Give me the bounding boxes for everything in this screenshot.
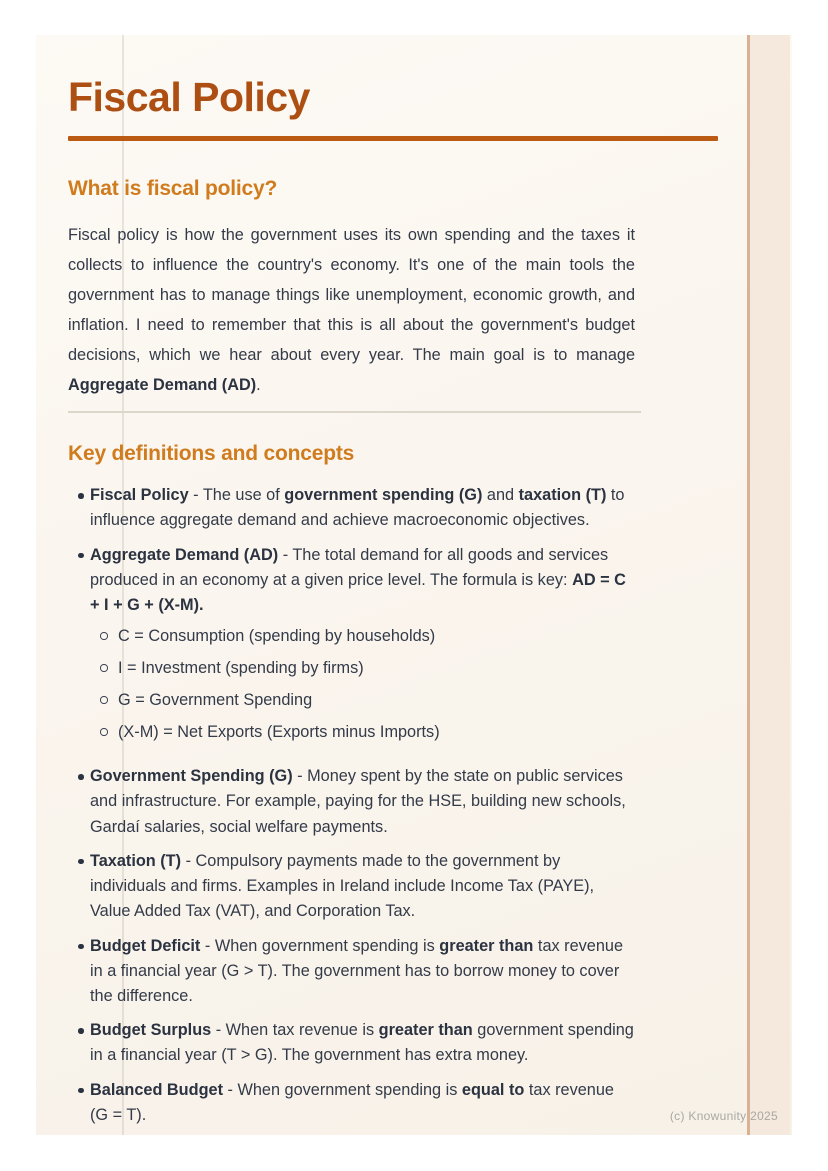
bullet-dot-icon <box>68 764 90 780</box>
title-underline <box>68 136 718 141</box>
circle-bullet-icon <box>100 626 118 640</box>
sub-definition-text: (X-M) = Net Exports (Exports minus Imports) <box>118 723 440 742</box>
definition-text <box>90 543 635 756</box>
bullet-dot-icon <box>68 1078 90 1094</box>
bullet-dot-icon <box>68 543 90 559</box>
list-item <box>68 483 635 533</box>
list-item <box>68 934 635 1010</box>
bullet-dot-icon <box>68 483 90 499</box>
definition-text <box>90 1018 635 1068</box>
sub-definition-text: I = Investment (spending by firms) <box>118 659 364 678</box>
section-heading-what-is-fiscal-policy: What is fiscal policy? <box>68 177 278 201</box>
bullet-dot-icon <box>68 1018 90 1034</box>
note-page <box>36 35 792 1135</box>
section-heading-key-definitions: Key definitions and concepts <box>68 442 355 466</box>
list-item <box>68 849 635 925</box>
definition-segments: Aggregate Demand (AD) - The total demand for all goods and services produced in an economy at a given price level. The formula is key: AD = C + I + G + (X-M). <box>90 545 626 615</box>
list-item <box>68 764 635 840</box>
list-item <box>68 1078 635 1128</box>
definition-segments: Budget Surplus - When tax revenue is greater than government spending in a financial year (T > G). The government has extra money. <box>90 1021 634 1065</box>
bullet-dot-icon <box>68 849 90 865</box>
definition-segments: Taxation (T) - Compulsory payments made to the government by individuals and firms. Examples in Ireland include Income Tax (PAYE), Value Added Tax (VAT), and Corporation Tax. <box>90 851 595 921</box>
definition-segments: Government Spending (G) - Money spent by the state on public services and infrastructure. For example, paying for the HSE, building new schools, Gardaí salaries, social welfare payments. <box>90 767 626 836</box>
circle-bullet-icon <box>100 690 118 704</box>
definitions-list <box>68 483 635 1128</box>
section-divider <box>68 411 641 413</box>
page-title: Fiscal Policy <box>68 74 310 120</box>
definition-text <box>90 849 635 925</box>
intro-paragraph: Fiscal policy is how the government uses its own spending and the taxes it collects to influence the country's economy. It's one of the main tools the government has to manage things like unemployment, economic growth, and inflation. I need to remember that this is all about the government's budget decisions, which we hear about every year. The main goal is to manage Aggregate Demand (AD). <box>68 226 635 395</box>
bullet-dot-icon <box>68 934 90 950</box>
sub-definition-text: G = Government Spending <box>118 691 313 710</box>
definition-text <box>90 1078 635 1128</box>
definition-text <box>90 934 635 1010</box>
watermark: (c) Knowunity 2025 <box>669 1109 778 1123</box>
list-item <box>68 543 635 756</box>
circle-bullet-icon <box>100 658 118 672</box>
definition-segments: Balanced Budget - When government spending is equal to tax revenue (G = T). <box>90 1080 614 1124</box>
definition-segments: Budget Deficit - When government spending is greater than tax revenue in a financial year (G > T). The government has to borrow money to cover the difference. <box>90 936 623 1005</box>
sub-list-item <box>100 626 635 647</box>
list-item <box>68 1018 635 1068</box>
page-content <box>68 35 718 1137</box>
sub-list-item <box>100 722 635 743</box>
definition-text <box>90 764 635 840</box>
definition-segments: Fiscal Policy - The use of government spending (G) and taxation (T) to influence aggregate demand and achieve macroeconomic objectives. <box>90 486 625 530</box>
circle-bullet-icon <box>100 722 118 736</box>
sub-list-item <box>100 690 635 711</box>
page-edge-strip <box>747 35 790 1135</box>
sub-list-item <box>100 658 635 679</box>
sub-definition-text: C = Consumption (spending by households) <box>118 627 436 646</box>
sub-list <box>100 626 635 743</box>
definition-text <box>90 483 635 533</box>
